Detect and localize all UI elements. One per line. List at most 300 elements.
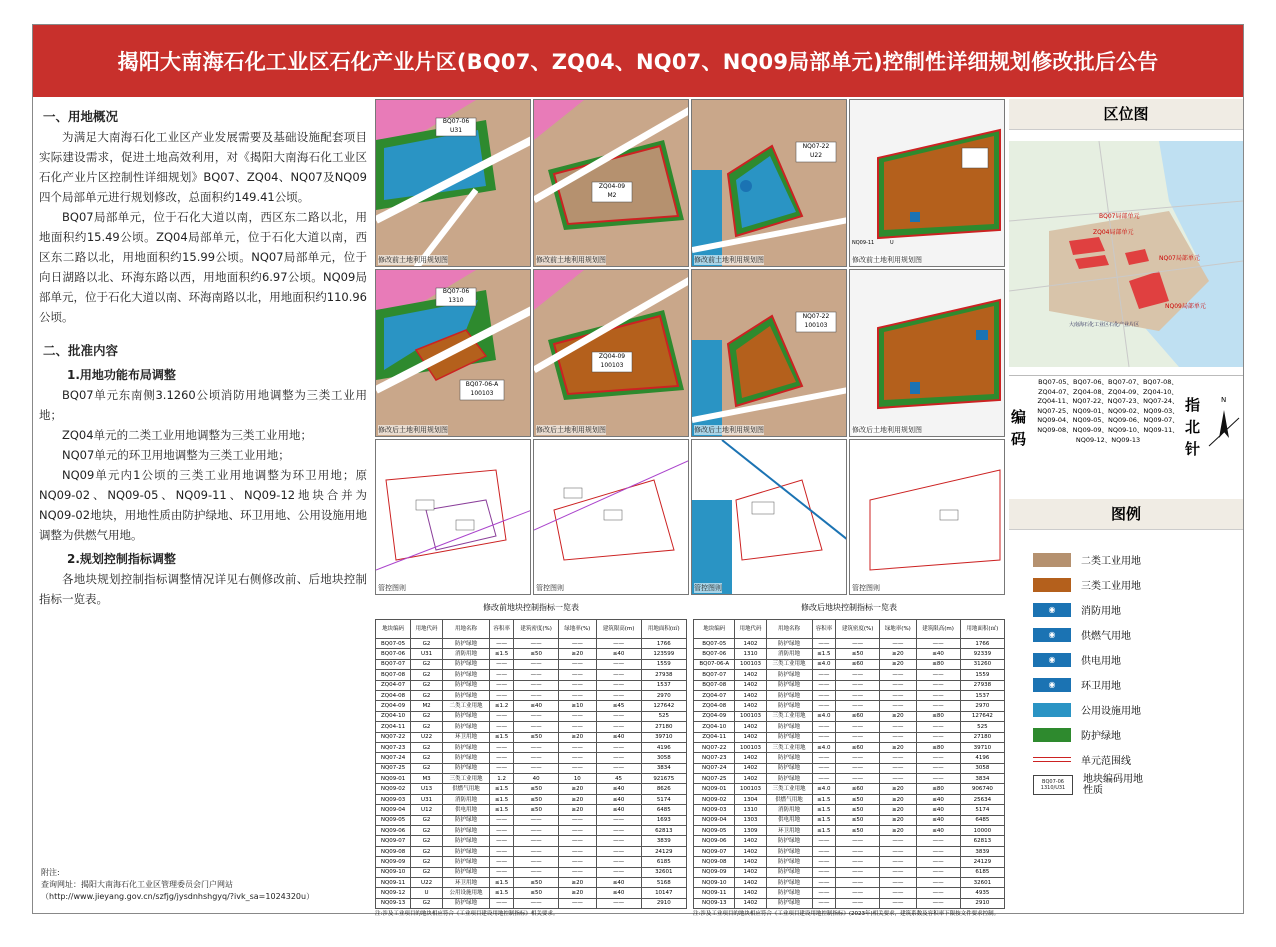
table-cell: 92339 xyxy=(960,649,1004,659)
legend-swatch xyxy=(1033,757,1071,762)
table-cell: —— xyxy=(596,753,641,763)
paragraph-2: BQ07局部单元，位于石化大道以南，西区东二路以北，用地面积约15.49公顷。ZQ04局部单元，位于石化大道以南，西区东二路以北，用地面积约15.99公顷。NQ07局部单元，位于向日湖路以北、环海东路以西，用地面积约6.97公顷。NQ09局部单元，位于石化大道以南、环海南路以北，用地面积约110.96公顷。 xyxy=(39,210,367,324)
legend-swatch xyxy=(1033,553,1071,567)
table-cell: —— xyxy=(489,670,513,680)
table-cell: 1559 xyxy=(960,670,1004,680)
table-cell: 2910 xyxy=(960,898,1004,908)
table-cell: —— xyxy=(514,763,559,773)
table-cell: 防护绿地 xyxy=(766,857,812,867)
table-cell: ≤4.0 xyxy=(812,784,836,794)
table-cell: —— xyxy=(812,867,836,877)
table-cell: —— xyxy=(596,898,641,908)
table-row xyxy=(694,888,1005,898)
table-row xyxy=(694,794,1005,804)
table-before-title: 修改前地块控制指标一览表 xyxy=(483,603,579,612)
table-cell: 防护绿地 xyxy=(442,639,489,649)
table-cell: —— xyxy=(489,867,513,877)
table-cell: —— xyxy=(514,753,559,763)
table-cell: ≤1.5 xyxy=(812,805,836,815)
table-cell: 25634 xyxy=(960,794,1004,804)
table-cell: 环卫用地 xyxy=(442,877,489,887)
legend-swatch: ◉ xyxy=(1033,628,1071,642)
table-cell: ≥20 xyxy=(559,877,596,887)
map-bq07-after xyxy=(375,269,531,437)
table-row xyxy=(376,763,687,773)
table-cell: —— xyxy=(916,898,960,908)
table-cell: —— xyxy=(916,877,960,887)
table-cell: —— xyxy=(812,836,836,846)
table-cell: ≥20 xyxy=(559,649,596,659)
code-list-panel xyxy=(1009,375,1243,480)
table-cell: ≥20 xyxy=(880,826,917,836)
table-header-cell: 容积率 xyxy=(812,620,836,639)
table-cell: —— xyxy=(836,639,880,649)
table-cell: NQ09-06 xyxy=(376,826,411,836)
table-row xyxy=(376,877,687,887)
table-cell: ≤4.0 xyxy=(812,711,836,721)
table-cell: —— xyxy=(880,857,917,867)
table-cell: NQ07-24 xyxy=(694,763,735,773)
table-cell: —— xyxy=(514,857,559,867)
table-cell: 防护绿地 xyxy=(442,898,489,908)
table-cell: —— xyxy=(812,722,836,732)
map-nq07-before xyxy=(691,99,847,267)
table-cell: 1402 xyxy=(735,763,766,773)
footnote-query: 查询网址：揭阳大南海石化工业区管理委员会门户网站 xyxy=(41,880,233,889)
table-cell: 1537 xyxy=(641,680,686,690)
text-column xyxy=(33,99,373,913)
map-caption: 修改后土地利用规划图 xyxy=(694,426,764,434)
table-cell: —— xyxy=(559,867,596,877)
table-cell: 3058 xyxy=(960,763,1004,773)
table-cell: —— xyxy=(880,639,917,649)
bq-before-type: U31 xyxy=(449,127,463,134)
table-cell: G2 xyxy=(411,742,443,752)
table-cell: BQ07-08 xyxy=(694,680,735,690)
table-row xyxy=(694,877,1005,887)
table-cell: —— xyxy=(836,670,880,680)
table-cell: ≥20 xyxy=(559,732,596,742)
table-cell: 525 xyxy=(960,722,1004,732)
footnote xyxy=(41,867,314,903)
table-cell: —— xyxy=(514,680,559,690)
bq-after-type: 1310 xyxy=(448,297,464,304)
table-cell: —— xyxy=(596,690,641,700)
location-map xyxy=(1009,141,1243,367)
table-cell: 1402 xyxy=(735,846,766,856)
table-row xyxy=(376,649,687,659)
table-row xyxy=(376,639,687,649)
table-cell: —— xyxy=(836,690,880,700)
table-cell: NQ09-03 xyxy=(694,805,735,815)
control-drawing-zq04 xyxy=(533,439,689,595)
table-cell: —— xyxy=(812,701,836,711)
table-cell: —— xyxy=(559,711,596,721)
section-2-2-title: 2.规划控制指标调整 xyxy=(67,552,176,566)
table-cell: NQ09-11 xyxy=(694,888,735,898)
table-cell: —— xyxy=(596,659,641,669)
legend-label: 供电用地 xyxy=(1081,656,1121,667)
table-cell: 24129 xyxy=(960,857,1004,867)
legend-swatch xyxy=(1033,578,1071,592)
control-drawing-nq09 xyxy=(849,439,1005,595)
table-cell: 环卫用地 xyxy=(442,732,489,742)
table-cell: 防护绿地 xyxy=(442,690,489,700)
table-cell: —— xyxy=(596,826,641,836)
table-row xyxy=(694,774,1005,784)
table-cell: NQ09-04 xyxy=(376,805,411,815)
table-cell: 39710 xyxy=(960,742,1004,752)
legend-label: 单元范围线 xyxy=(1081,756,1131,767)
table-row xyxy=(376,711,687,721)
table-cell: ≤1.5 xyxy=(812,826,836,836)
table-cell: 二类工业用地 xyxy=(442,701,489,711)
table-cell: 三类工业用地 xyxy=(766,784,812,794)
nq7-before-code: NQ07-22 xyxy=(802,143,830,150)
table-cell: U12 xyxy=(411,805,443,815)
table-cell: —— xyxy=(559,722,596,732)
table-cell: ZQ04-08 xyxy=(694,701,735,711)
table-cell: ≤60 xyxy=(836,742,880,752)
table-cell: 防护绿地 xyxy=(442,742,489,752)
table-cell: 39710 xyxy=(641,732,686,742)
zq-after-type: 100103 xyxy=(600,362,624,369)
table-cell: 906740 xyxy=(960,784,1004,794)
table-cell: 供燃气用地 xyxy=(766,794,812,804)
table-cell: —— xyxy=(880,670,917,680)
table-cell: ≤80 xyxy=(916,742,960,752)
table-cell: —— xyxy=(489,857,513,867)
right-panel xyxy=(1009,99,1243,913)
table-cell: ≤50 xyxy=(514,805,559,815)
table-row xyxy=(694,722,1005,732)
table-cell: —— xyxy=(559,898,596,908)
table-cell: ≤1.5 xyxy=(489,794,513,804)
table-cell: 防护绿地 xyxy=(766,898,812,908)
table-cell: —— xyxy=(836,774,880,784)
table-cell: —— xyxy=(836,846,880,856)
table-header-cell: 用地名称 xyxy=(442,620,489,639)
table-row xyxy=(376,888,687,898)
table-cell: 1310 xyxy=(735,805,766,815)
table-after-title: 修改后地块控制指标一览表 xyxy=(801,603,897,612)
table-cell: —— xyxy=(489,680,513,690)
table-cell: NQ09-05 xyxy=(694,826,735,836)
table-cell: 1402 xyxy=(735,701,766,711)
table-cell: —— xyxy=(812,732,836,742)
table-cell: ≥20 xyxy=(559,794,596,804)
table-row xyxy=(376,857,687,867)
map-caption: 修改后土地利用规划图 xyxy=(378,426,448,434)
table-cell: —— xyxy=(559,639,596,649)
table-cell: 防护绿地 xyxy=(442,659,489,669)
table-cell: —— xyxy=(916,722,960,732)
table-cell: 31260 xyxy=(960,659,1004,669)
table-cell: ≤40 xyxy=(596,732,641,742)
table-cell: NQ09-13 xyxy=(376,898,411,908)
table-cell: 5174 xyxy=(960,805,1004,815)
table-cell: G2 xyxy=(411,680,443,690)
table-cell: —— xyxy=(559,690,596,700)
table-cell: 1402 xyxy=(735,690,766,700)
table-cell: 3839 xyxy=(641,836,686,846)
table-cell: ≤1.5 xyxy=(489,877,513,887)
table-row xyxy=(694,639,1005,649)
bq-before-code: BQ07-06 xyxy=(442,118,470,125)
table-cell: NQ09-10 xyxy=(376,867,411,877)
table-cell: BQ07-06-A xyxy=(694,659,735,669)
table-cell: —— xyxy=(489,836,513,846)
table-header-cell: 地块编码 xyxy=(694,620,735,639)
table-after-note: 注:涉及工业项目的地块相应符合《工业项目建设用地控制指标》(2023年)相关要求，建筑系数及容积率下限按文件要求控制。 xyxy=(693,911,1000,918)
table-cell: —— xyxy=(916,680,960,690)
table-cell: —— xyxy=(916,732,960,742)
table-cell: —— xyxy=(489,763,513,773)
section-1-title: 一、用地概况 xyxy=(43,109,119,124)
table-cell: 防护绿地 xyxy=(442,815,489,825)
table-cell: 3839 xyxy=(960,846,1004,856)
table-cell: ≤40 xyxy=(596,794,641,804)
table-cell: ≤40 xyxy=(916,794,960,804)
table-cell: ≥20 xyxy=(880,794,917,804)
table-cell: 2970 xyxy=(960,701,1004,711)
table-cell: ≥20 xyxy=(880,805,917,815)
legend-label: 环卫用地 xyxy=(1081,681,1121,692)
legend-swatch: ◉ xyxy=(1033,678,1071,692)
table-cell: 消防用地 xyxy=(766,805,812,815)
table-cell: G2 xyxy=(411,846,443,856)
table-cell: —— xyxy=(596,711,641,721)
table-cell: 100103 xyxy=(735,742,766,752)
table-cell: —— xyxy=(489,815,513,825)
table-cell: —— xyxy=(836,722,880,732)
table-cell: —— xyxy=(559,753,596,763)
table-cell: —— xyxy=(596,846,641,856)
table-cell: —— xyxy=(596,867,641,877)
table-cell: ≤50 xyxy=(514,732,559,742)
table-cell: —— xyxy=(559,815,596,825)
table-cell: 防护绿地 xyxy=(766,877,812,887)
table-cell: 1402 xyxy=(735,898,766,908)
table-cell: NQ09-13 xyxy=(694,898,735,908)
table-cell: ≤50 xyxy=(836,649,880,659)
table-cell: 防护绿地 xyxy=(766,701,812,711)
table-cell: 8626 xyxy=(641,784,686,794)
table-cell: —— xyxy=(836,857,880,867)
legend-swatch xyxy=(1033,775,1073,795)
table-cell: 100103 xyxy=(735,711,766,721)
table-cell: 三类工业用地 xyxy=(442,774,489,784)
table-cell: ≤80 xyxy=(916,711,960,721)
table-row xyxy=(694,815,1005,825)
table-cell: ZQ04-09 xyxy=(376,701,411,711)
table-row xyxy=(694,701,1005,711)
table-cell: ≥20 xyxy=(880,659,917,669)
table-cell: —— xyxy=(489,846,513,856)
table-cell: 27180 xyxy=(960,732,1004,742)
table-cell: NQ09-09 xyxy=(694,867,735,877)
paragraph-7: 各地块规划控制指标调整情况详见右侧修改前、后地块控制指标一览表。 xyxy=(39,572,367,606)
table-cell: —— xyxy=(596,722,641,732)
paragraph-4: ZQ04单元的二类工业用地调整为三类工业用地； xyxy=(62,428,313,442)
table-header-cell: 建筑密度(%) xyxy=(514,620,559,639)
table-cell: 27180 xyxy=(641,722,686,732)
table-cell: ZQ04-10 xyxy=(694,722,735,732)
table-cell: 1402 xyxy=(735,680,766,690)
legend-label: 供燃气用地 xyxy=(1081,631,1131,642)
table-cell: BQ07-06 xyxy=(694,649,735,659)
table-cell: BQ07-05 xyxy=(376,639,411,649)
table-cell: 6485 xyxy=(641,805,686,815)
table-cell: 32601 xyxy=(960,877,1004,887)
table-cell: ≤40 xyxy=(916,815,960,825)
table-cell: ≤1.5 xyxy=(489,805,513,815)
map-caption: 管控图则 xyxy=(852,584,880,592)
table-cell: —— xyxy=(559,826,596,836)
table-cell: —— xyxy=(812,753,836,763)
table-row xyxy=(694,659,1005,669)
table-cell: —— xyxy=(596,670,641,680)
legend-label: 二类工业用地 xyxy=(1081,556,1141,567)
table-after xyxy=(693,597,1005,918)
table-row xyxy=(694,732,1005,742)
table-cell: 防护绿地 xyxy=(766,846,812,856)
table-cell: NQ07-25 xyxy=(694,774,735,784)
section-2-title: 二、批准内容 xyxy=(43,343,119,358)
table-cell: ZQ04-07 xyxy=(694,690,735,700)
table-cell: —— xyxy=(880,753,917,763)
table-cell: 防护绿地 xyxy=(442,763,489,773)
table-cell: G2 xyxy=(411,659,443,669)
table-cell: G2 xyxy=(411,722,443,732)
table-cell: —— xyxy=(596,836,641,846)
table-cell: —— xyxy=(812,846,836,856)
nq7-after-type: 100103 xyxy=(804,322,828,329)
table-cell: ≥20 xyxy=(559,888,596,898)
legend-label: 地块编码用地性质 xyxy=(1083,773,1143,796)
table-row xyxy=(376,867,687,877)
table-cell: 供电用地 xyxy=(442,805,489,815)
table-cell: 62813 xyxy=(960,836,1004,846)
table-row xyxy=(694,836,1005,846)
loc-label-bq07: BQ07局部单元 xyxy=(1099,213,1140,220)
table-cell: —— xyxy=(489,898,513,908)
zq-before-type: M2 xyxy=(607,192,617,199)
table-before-note: 注:涉及工业项目的地块相应符合《工业项目建设用地控制指标》相关要求。 xyxy=(375,911,559,918)
table-cell: ZQ04-10 xyxy=(376,711,411,721)
footnote-link[interactable]: （http://www.jieyang.gov.cn/szfjg/jysdnhshgyq/?ivk_sa=1024320u） xyxy=(41,892,315,901)
table-cell: —— xyxy=(916,690,960,700)
table-row xyxy=(376,836,687,846)
table-cell: 防护绿地 xyxy=(442,711,489,721)
table-header-cell: 用地代码 xyxy=(411,620,443,639)
table-row xyxy=(376,659,687,669)
nq9-label-b: U xyxy=(890,240,894,246)
map-nq09-before xyxy=(849,99,1005,267)
table-cell: NQ09-03 xyxy=(376,794,411,804)
codes-list: BQ07-05、BQ07-06、BQ07-07、BQ07-08、ZQ04-07、ZQ04-08、ZQ04-09、ZQ04-10、ZQ04-11、NQ07-22、NQ07-23、NQ07-24、NQ07-25、NQ09-01、NQ09-02、NQ09-03、NQ09-04、NQ09-05、NQ09-06、NQ09-07、NQ09-08、NQ09-09、NQ09-10、NQ09-11、NQ09-12、NQ09-13 xyxy=(1037,378,1179,444)
table-cell: G2 xyxy=(411,826,443,836)
table-row xyxy=(376,794,687,804)
table-cell: —— xyxy=(812,639,836,649)
table-cell: ≤40 xyxy=(596,805,641,815)
table-row xyxy=(376,722,687,732)
table-cell: 100103 xyxy=(735,784,766,794)
table-cell: G2 xyxy=(411,898,443,908)
table-row xyxy=(694,763,1005,773)
table-cell: 1537 xyxy=(960,690,1004,700)
table-row xyxy=(376,670,687,680)
table-cell: ≤60 xyxy=(836,711,880,721)
table-cell: —— xyxy=(836,877,880,887)
bq-after2-code: BQ07-06-A xyxy=(465,381,499,388)
table-cell: 防护绿地 xyxy=(766,722,812,732)
table-cell: 3834 xyxy=(641,763,686,773)
legend-label: 防护绿地 xyxy=(1081,731,1121,742)
table-cell: ≤50 xyxy=(836,805,880,815)
legend-header xyxy=(1009,499,1243,530)
table-cell: —— xyxy=(880,722,917,732)
table-cell: —— xyxy=(880,888,917,898)
table-cell: —— xyxy=(916,857,960,867)
table-row xyxy=(694,784,1005,794)
table-cell: ≤40 xyxy=(916,805,960,815)
table-cell: M3 xyxy=(411,774,443,784)
table-row xyxy=(694,857,1005,867)
table-cell: 100103 xyxy=(735,659,766,669)
footnote-label: 附注: xyxy=(41,868,60,877)
table-cell: —— xyxy=(880,763,917,773)
table-cell: NQ09-05 xyxy=(376,815,411,825)
table-cell: —— xyxy=(489,690,513,700)
table-cell: —— xyxy=(514,670,559,680)
table-row xyxy=(376,774,687,784)
table-cell: 防护绿地 xyxy=(766,680,812,690)
table-row xyxy=(694,680,1005,690)
control-drawing-bq07 xyxy=(375,439,531,595)
table-cell: U22 xyxy=(411,732,443,742)
map-nq07-after xyxy=(691,269,847,437)
table-cell: ≤60 xyxy=(836,784,880,794)
table-cell: G2 xyxy=(411,836,443,846)
table-cell: —— xyxy=(916,701,960,711)
table-cell: ≤1.5 xyxy=(489,888,513,898)
table-cell: 防护绿地 xyxy=(442,857,489,867)
table-cell: ≤50 xyxy=(514,649,559,659)
table-after-grid xyxy=(693,619,1005,909)
table-cell: ≤40 xyxy=(596,888,641,898)
legend-item xyxy=(1033,672,1243,697)
table-cell: 1402 xyxy=(735,774,766,784)
table-cell: —— xyxy=(916,888,960,898)
table-cell: 40 xyxy=(514,774,559,784)
table-cell: 消防用地 xyxy=(442,649,489,659)
table-cell: 三类工业用地 xyxy=(766,742,812,752)
table-cell: —— xyxy=(514,898,559,908)
table-cell: —— xyxy=(489,722,513,732)
table-cell: 1402 xyxy=(735,867,766,877)
table-cell: BQ07-08 xyxy=(376,670,411,680)
paragraph-6: NQ09单元内1公顷的三类工业用地调整为环卫用地；原NQ09-02、NQ09-05、NQ09-11、NQ09-12地块合并为NQ09-02地块，用地性质由防护绿地、环卫用地、公用设施用地调整为供燃气用地。 xyxy=(39,468,367,542)
table-cell: 1304 xyxy=(735,794,766,804)
table-cell: —— xyxy=(596,680,641,690)
table-cell: 6185 xyxy=(641,857,686,867)
table-cell: —— xyxy=(596,815,641,825)
table-cell: NQ09-01 xyxy=(376,774,411,784)
table-cell: —— xyxy=(489,639,513,649)
table-cell: —— xyxy=(880,774,917,784)
table-row xyxy=(376,846,687,856)
